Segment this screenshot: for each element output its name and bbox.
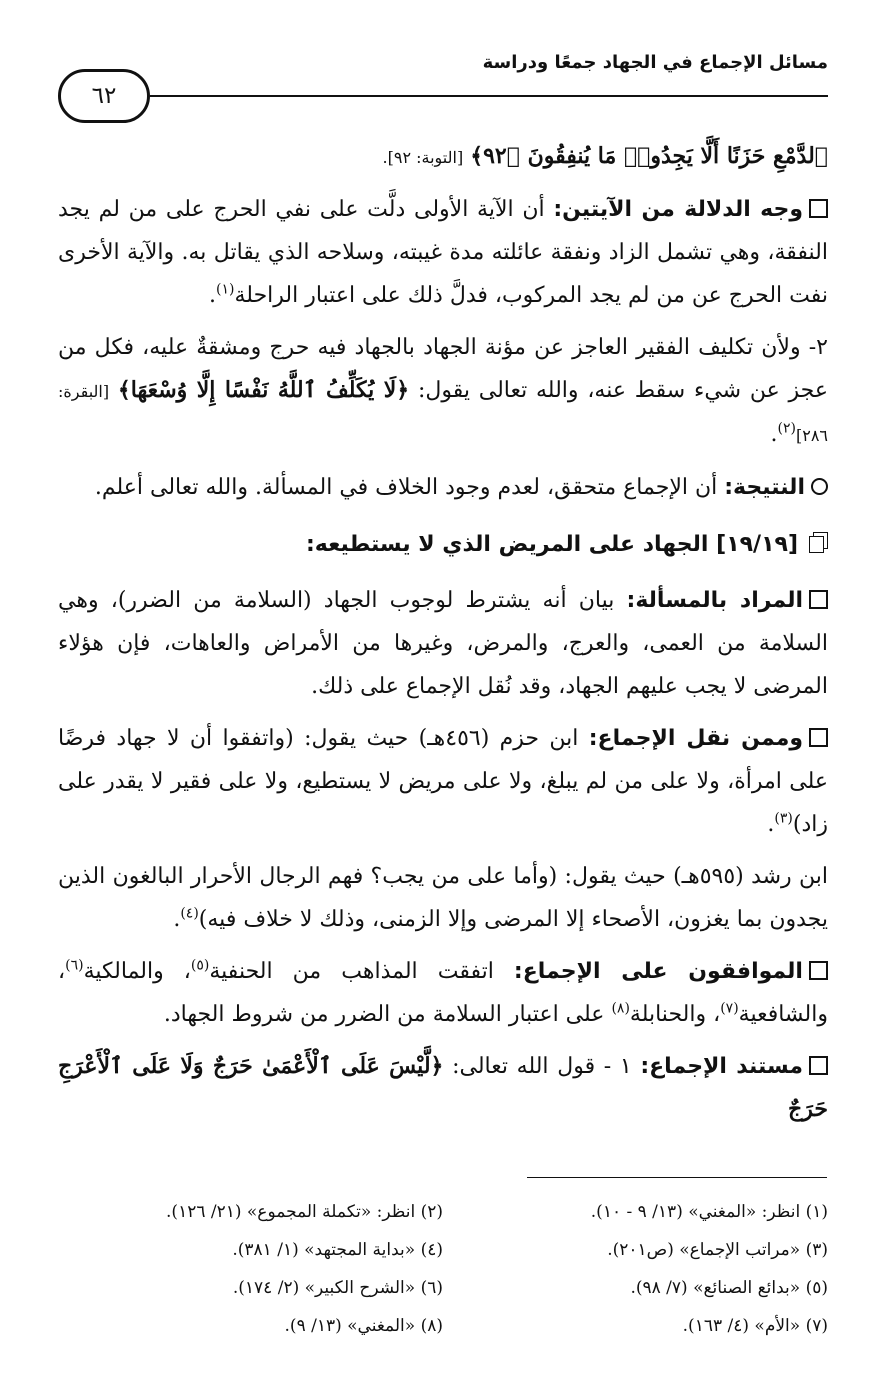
paragraph-consensus-basis [58,1045,828,1131]
paragraph-label: المراد بالمسألة: [626,588,804,613]
footnote-row [58,1193,828,1231]
page-number-badge [58,69,150,123]
paragraph-text: أن الآية الأولى دلَّت على نفي الحرج على من لم يجد النفقة، وهي تشمل الزاد ونفقة عائلته مدة غيبته، وسلاحه الذي يقاتل به. والآية الأخرى نفت الحرج عن من لم يجد المركوب، فدلَّ ذلك على اعتبار الراحلة [58,197,828,308]
paragraph-end: . [770,422,778,447]
footnote-marker: (٨) [611,1000,630,1017]
paragraph-text: ، والمالكية [83,959,191,984]
footnote-marker: (٦) [65,957,84,974]
footnote-row [58,1307,828,1345]
page-body [58,135,828,1140]
footnote-marker: (٢) [777,420,796,437]
paragraph-agreeing-schools [58,950,828,1036]
paragraph-label: النتيجة: [724,475,805,500]
footnote: (٧) «الأم» (٤/ ١٦٣). [682,1316,828,1336]
paragraph-text: ١ - قول الله تعالى: [452,1054,632,1079]
paragraph-text: بيان أنه يشترط لوجوب الجهاد (السلامة من الضرر)، وهي السلامة من العمى، والعرج، والمرض، وغيرها من الأمراض والعاهات، فإن هؤلاء المرضى لا يجب عليهم الجهاد، وقد نُقل الإجماع على ذلك. [58,588,828,699]
square-bullet-icon [809,199,828,218]
footnote: (٢) انظر: «تكملة المجموع» (٢١/ ١٢٦). [166,1202,443,1222]
paragraph-label: مستند الإجماع: [640,1054,803,1079]
header-rule [150,95,828,97]
document-icon [808,532,828,552]
paragraph-issue-meaning [58,579,828,708]
footnote: (٦) «الشرح الكبير» (٢/ ١٧٤). [232,1278,443,1298]
footnote-marker: (٤) [180,905,199,922]
paragraph-point-2 [58,326,828,457]
paragraph-evidence-aspect [58,188,828,317]
issue-heading [58,525,828,565]
paragraph-text: على اعتبار السلامة من الضرر من شروط الجهاد. [163,1002,612,1027]
issue-number: [١٩/١٩] [716,532,798,557]
quran-verse-continuation [58,135,828,179]
quran-text: ﴿لَّيْسَ عَلَى ٱلْأَعْمَىٰ حَرَجٌ وَلَا عَلَى ٱلْأَعْرَجِ حَرَجٌ [58,1053,828,1122]
paragraph-end: . [209,283,217,308]
paragraph-consensus-transmitters [58,717,828,846]
footnote-row [58,1231,828,1269]
footnote: (١) انظر: «المغني» (١٣/ ٩ - ١٠). [590,1202,828,1222]
paragraph-label: وممن نقل الإجماع: [588,726,803,751]
paragraph-text: ابن رشد (٥٩٥هـ) حيث يقول: (وأما على من يجب؟ فهم الرجال الأحرار البالغون الذين يجدون بما يغزون، الأصحاء إلا المرضى وإلا الزمنى، وذلك لا خلاف فيه) [58,864,828,932]
running-title: مسائل الإجماع في الجهاد جمعًا ودراسة [482,52,828,73]
footnote-marker: (٣) [774,810,793,827]
verse-reference: [البقرة: ٢٨٦] [58,382,828,445]
paragraph-text: اتفقت المذاهب من الحنفية [209,959,494,984]
footnotes [58,1193,828,1345]
footnote-marker: (١) [216,281,235,298]
quran-text: ﴿لَا يُكَلِّفُ ٱللَّهُ نَفْسًا إِلَّا وُسْعَهَا﴾ [117,377,410,403]
footnote: (٤) «بداية المجتهد» (١/ ٣٨١). [232,1240,443,1260]
issue-title: الجهاد على المريض الذي لا يستطيعه: [305,532,709,557]
paragraph-label: الموافقون على الإجماع: [513,959,803,984]
paragraph-text: ، والشافعية [58,959,828,1027]
square-bullet-icon [809,728,828,747]
verse-reference: [التوبة: ٩٢]. [382,148,464,167]
footnote-row [58,1269,828,1307]
paragraph-text: ٢- ولأن تكليف الفقير العاجز عن مؤنة الجهاد بالجهاد فيه حرج ومشقةٌ عليه، فكل من عجز عن شيء سقط عنه، والله تعالى يقول: [58,335,828,403]
paragraph-text: ، والحنابلة [629,1002,721,1027]
paragraph-ibn-rushd [58,855,828,941]
square-bullet-icon [809,590,828,609]
circle-bullet-icon [811,478,828,495]
square-bullet-icon [809,1056,828,1075]
footnote-marker: (٧) [720,1000,739,1017]
page-number: ٦٢ [91,83,117,109]
footnote-marker: (٥) [190,957,210,974]
paragraph-label: وجه الدلالة من الآيتين: [553,197,803,222]
page-header [58,38,828,108]
footnote: (٣) «مراتب الإجماع» (ص٢٠١). [607,1240,828,1260]
paragraph-end: . [767,812,775,837]
square-bullet-icon [809,961,828,980]
paragraph-end: . [173,907,181,932]
paragraph-text: أن الإجماع متحقق، لعدم وجود الخلاف في المسألة. والله تعالى أعلم. [94,475,718,500]
footnote: (٥) «بدائع الصنائع» (٧/ ٩٨). [630,1278,828,1298]
footnote: (٨) «المغني» (١٣/ ٩). [284,1316,443,1336]
footnote-separator [527,1177,827,1178]
quran-text: ٱلدَّمْعِ حَزَنًا أَلَّا يَجِدُوا۟ مَا يُنفِقُونَ ﴿٩٢﴾ [470,143,828,169]
paragraph-text: ابن حزم (٤٥٦هـ) حيث يقول: (واتفقوا أن لا جهاد فرضًا على امرأة، ولا على من لم يبلغ، ولا على مريض لا يستطيع، ولا على فقير لا يقدر على زاد) [58,726,828,837]
paragraph-result [58,466,828,509]
